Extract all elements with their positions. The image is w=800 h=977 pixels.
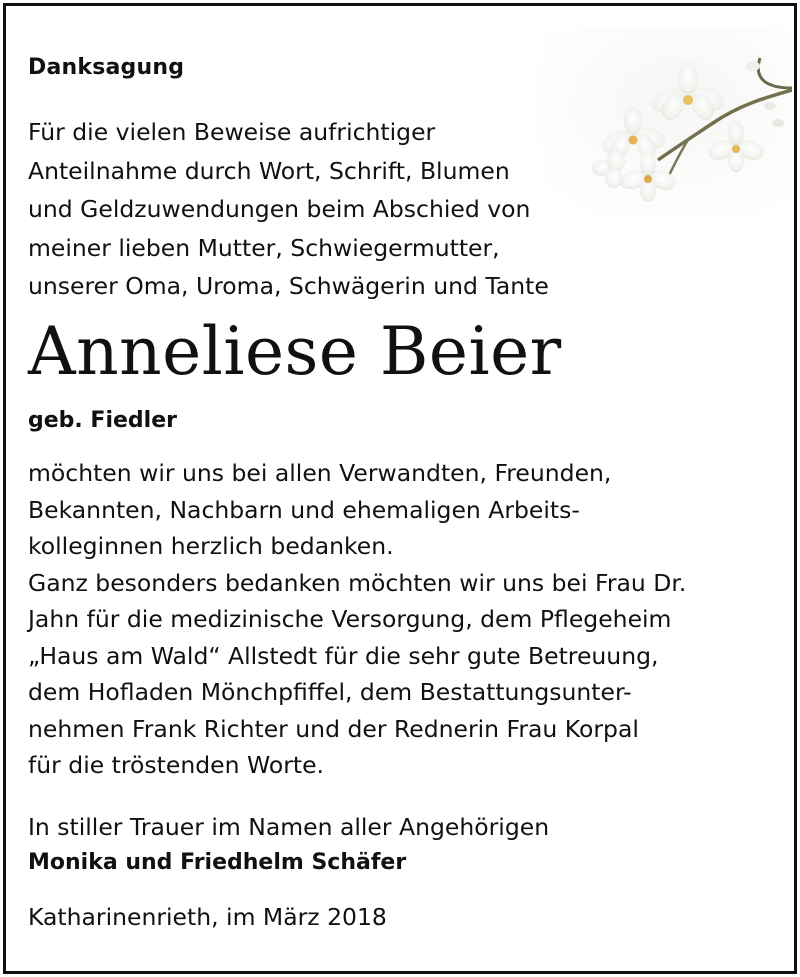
intro-line: Für die vielen Beweise aufrichtiger <box>28 118 436 146</box>
notice-heading: Danksagung <box>28 55 185 80</box>
body-line: kolleginnen herzlich bedanken. <box>28 532 394 560</box>
intro-line: unserer Oma, Uroma, Schwägerin und Tante <box>28 272 549 300</box>
body-line: „Haus am Wald“ Allstedt für die sehr gute Betreuung, <box>28 641 659 670</box>
body-line: dem Hofladen Mönchpfiffel, dem Bestattungsunter- <box>28 678 632 706</box>
body-line: für die tröstenden Worte. <box>28 751 324 779</box>
signers: Monika und Friedhelm Schäfer <box>28 850 407 875</box>
body-line: nehmen Frank Richter und der Rednerin Frau Korpal <box>28 714 639 743</box>
place-date: Katharinenrieth, im März 2018 <box>28 903 387 931</box>
maiden-name: geb. Fiedler <box>28 408 177 433</box>
intro-line: Anteilnahme durch Wort, Schrift, Blumen <box>28 156 510 185</box>
intro-line: meiner lieben Mutter, Schwiegermutter, <box>28 233 500 262</box>
body-line: möchten wir uns bei allen Verwandten, Freunden, <box>28 459 612 487</box>
deceased-name: Anneliese Beier <box>28 313 562 390</box>
body-line: Jahn für die medizinische Versorgung, dem Pflegeheim <box>28 605 672 633</box>
thanks-paragraph <box>28 455 768 784</box>
body-line: Bekannten, Nachbarn und ehemaligen Arbeits- <box>28 495 580 524</box>
closing-line: In stiller Trauer im Namen aller Angehörigen <box>28 813 550 841</box>
closing-block <box>28 809 549 881</box>
orchid-icon <box>538 28 792 218</box>
intro-paragraph <box>28 113 608 306</box>
body-line: Ganz besonders bedanken möchten wir uns bei Frau Dr. <box>28 568 687 597</box>
intro-line: und Geldzuwendungen beim Abschied von <box>28 195 531 223</box>
